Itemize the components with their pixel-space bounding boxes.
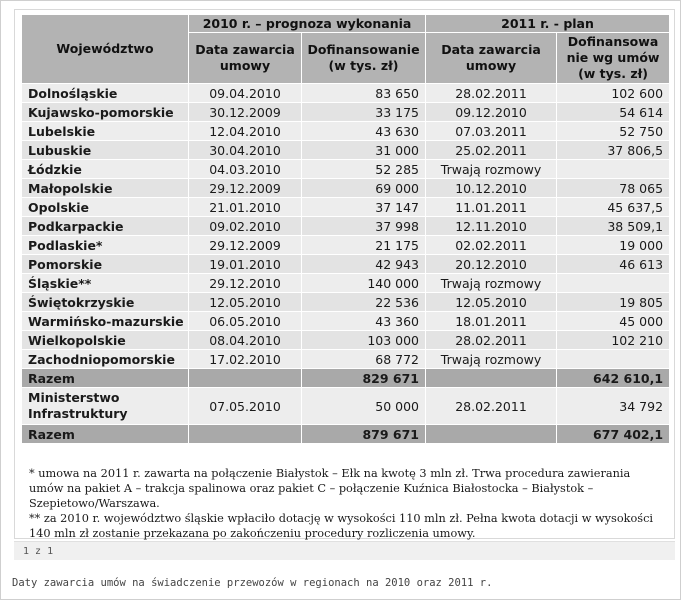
cell-date-2010: 29.12.2009 [189,236,302,255]
cell-voivodeship: Lubuskie [22,141,189,160]
cell-funding-2010: 31 000 [302,141,426,160]
cell-funding-2010: 69 000 [302,179,426,198]
cell-total-label: Razem [22,425,189,444]
header-date-2011: Data zawarcia umowy [426,33,557,84]
cell-date-2011: 18.01.2011 [426,312,557,331]
table-row [22,217,670,236]
cell-date-2010: 08.04.2010 [189,331,302,350]
cell-date-2010: 21.01.2010 [189,198,302,217]
cell-date-2010: 12.05.2010 [189,293,302,312]
document-page [14,9,675,539]
cell-ministry-date-2011: 28.02.2011 [426,388,557,425]
cell-funding-2010: 43 360 [302,312,426,331]
cell-ministry-name: Ministerstwo Infrastruktury [22,388,189,425]
cell-date-2011: 02.02.2011 [426,236,557,255]
table-row [22,103,670,122]
cell-empty [426,425,557,444]
ministry-row [22,388,670,425]
table-row [22,84,670,103]
cell-funding-2011: 19 805 [557,293,670,312]
table-row [22,350,670,369]
cell-date-2011: Trwają rozmowy [426,274,557,293]
cell-subtotal-2010: 829 671 [302,369,426,388]
page-indicator: 1 z 1 [14,541,675,560]
cell-ministry-funding-2011: 34 792 [557,388,670,425]
cell-subtotal-2011: 642 610,1 [557,369,670,388]
cell-funding-2010: 68 772 [302,350,426,369]
header-date-2010: Data zawarcia umowy [189,33,302,84]
table-row [22,122,670,141]
cell-funding-2011: 102 210 [557,331,670,350]
funding-table [21,14,670,444]
cell-voivodeship: Dolnośląskie [22,84,189,103]
cell-date-2011: 20.12.2010 [426,255,557,274]
cell-date-2011: Trwają rozmowy [426,160,557,179]
cell-total-2010: 879 671 [302,425,426,444]
cell-funding-2011: 102 600 [557,84,670,103]
cell-voivodeship: Pomorskie [22,255,189,274]
header-voivodeship: Województwo [22,15,189,84]
cell-funding-2010: 33 175 [302,103,426,122]
footnotes [29,466,665,541]
cell-date-2011: 12.05.2010 [426,293,557,312]
cell-date-2010: 09.04.2010 [189,84,302,103]
cell-voivodeship: Podlaskie* [22,236,189,255]
cell-date-2010: 30.04.2010 [189,141,302,160]
cell-date-2011: 07.03.2011 [426,122,557,141]
cell-date-2010: 04.03.2010 [189,160,302,179]
cell-funding-2011: 52 750 [557,122,670,141]
table-row [22,198,670,217]
cell-date-2011: 28.02.2011 [426,84,557,103]
cell-funding-2011: 19 000 [557,236,670,255]
cell-voivodeship: Kujawsko-pomorskie [22,103,189,122]
cell-date-2010: 17.02.2010 [189,350,302,369]
cell-date-2010: 29.12.2010 [189,274,302,293]
cell-date-2011: 09.12.2010 [426,103,557,122]
cell-voivodeship: Świętokrzyskie [22,293,189,312]
cell-funding-2011: 38 509,1 [557,217,670,236]
cell-funding-2011 [557,160,670,179]
cell-voivodeship: Warmińsko-mazurskie [22,312,189,331]
cell-voivodeship: Podkarpackie [22,217,189,236]
cell-ministry-date-2010: 07.05.2010 [189,388,302,425]
cell-date-2011: 28.02.2011 [426,331,557,350]
cell-voivodeship: Małopolskie [22,179,189,198]
cell-total-2011: 677 402,1 [557,425,670,444]
total-row [22,425,670,444]
cell-funding-2010: 21 175 [302,236,426,255]
table-row [22,293,670,312]
cell-ministry-funding-2010: 50 000 [302,388,426,425]
table-row [22,160,670,179]
cell-date-2010: 29.12.2009 [189,179,302,198]
cell-funding-2010: 103 000 [302,331,426,350]
table-body [22,84,670,444]
cell-date-2010: 12.04.2010 [189,122,302,141]
cell-voivodeship: Opolskie [22,198,189,217]
cell-funding-2010: 37 147 [302,198,426,217]
cell-funding-2010: 22 536 [302,293,426,312]
cell-funding-2011: 78 065 [557,179,670,198]
cell-funding-2010: 42 943 [302,255,426,274]
cell-funding-2010: 140 000 [302,274,426,293]
cell-date-2010: 19.01.2010 [189,255,302,274]
cell-date-2011: 12.11.2010 [426,217,557,236]
cell-funding-2010: 37 998 [302,217,426,236]
cell-funding-2010: 43 630 [302,122,426,141]
table-row [22,179,670,198]
header-group-2010: 2010 r. – prognoza wykonania [189,15,426,33]
cell-date-2011: 10.12.2010 [426,179,557,198]
cell-date-2010: 06.05.2010 [189,312,302,331]
footnote-1: * umowa na 2011 r. zawarta na połączenie Białystok – Ełk na kwotę 3 mln zł. Trwa procedura zawierania umów na pakiet A – trakcja spalinowa oraz pakiet C – połączenie Kuźnica Białostocka – Białystok – Szepietowo/Warszawa. [29,467,631,510]
cell-subtotal-label: Razem [22,369,189,388]
cell-date-2011: 25.02.2011 [426,141,557,160]
table-row [22,312,670,331]
image-caption: Daty zawarcia umów na świadczenie przewozów w regionach na 2010 oraz 2011 r. [12,577,493,589]
cell-empty [189,425,302,444]
cell-funding-2011: 54 614 [557,103,670,122]
cell-date-2010: 09.02.2010 [189,217,302,236]
footnote-2: ** za 2010 r. województwo śląskie wpłaciło dotację w wysokości 110 mln zł. Pełna kwota dotacji w wysokości 140 mln zł zostanie przekazana po zakończeniu procedury rozliczenia umowy. [29,512,654,540]
cell-date-2011: 11.01.2011 [426,198,557,217]
cell-funding-2011 [557,350,670,369]
cell-funding-2011: 37 806,5 [557,141,670,160]
cell-funding-2010: 83 650 [302,84,426,103]
cell-funding-2011: 45 000 [557,312,670,331]
table-row [22,141,670,160]
cell-empty [426,369,557,388]
table-row [22,331,670,350]
table-row [22,236,670,255]
cell-voivodeship: Śląskie** [22,274,189,293]
subtotal-row [22,369,670,388]
cell-funding-2010: 52 285 [302,160,426,179]
cell-voivodeship: Łódzkie [22,160,189,179]
cell-date-2011: Trwają rozmowy [426,350,557,369]
cell-funding-2011: 45 637,5 [557,198,670,217]
header-funding-2010: Dofinansowanie (w tys. zł) [302,33,426,84]
cell-empty [189,369,302,388]
cell-voivodeship: Zachodniopomorskie [22,350,189,369]
cell-funding-2011 [557,274,670,293]
cell-voivodeship: Lubelskie [22,122,189,141]
table-row [22,274,670,293]
cell-funding-2011: 46 613 [557,255,670,274]
table-row [22,255,670,274]
header-group-2011: 2011 r. - plan [426,15,670,33]
header-funding-2011: Dofinansowa nie wg umów (w tys. zł) [557,33,670,84]
cell-date-2010: 30.12.2009 [189,103,302,122]
cell-voivodeship: Wielkopolskie [22,331,189,350]
